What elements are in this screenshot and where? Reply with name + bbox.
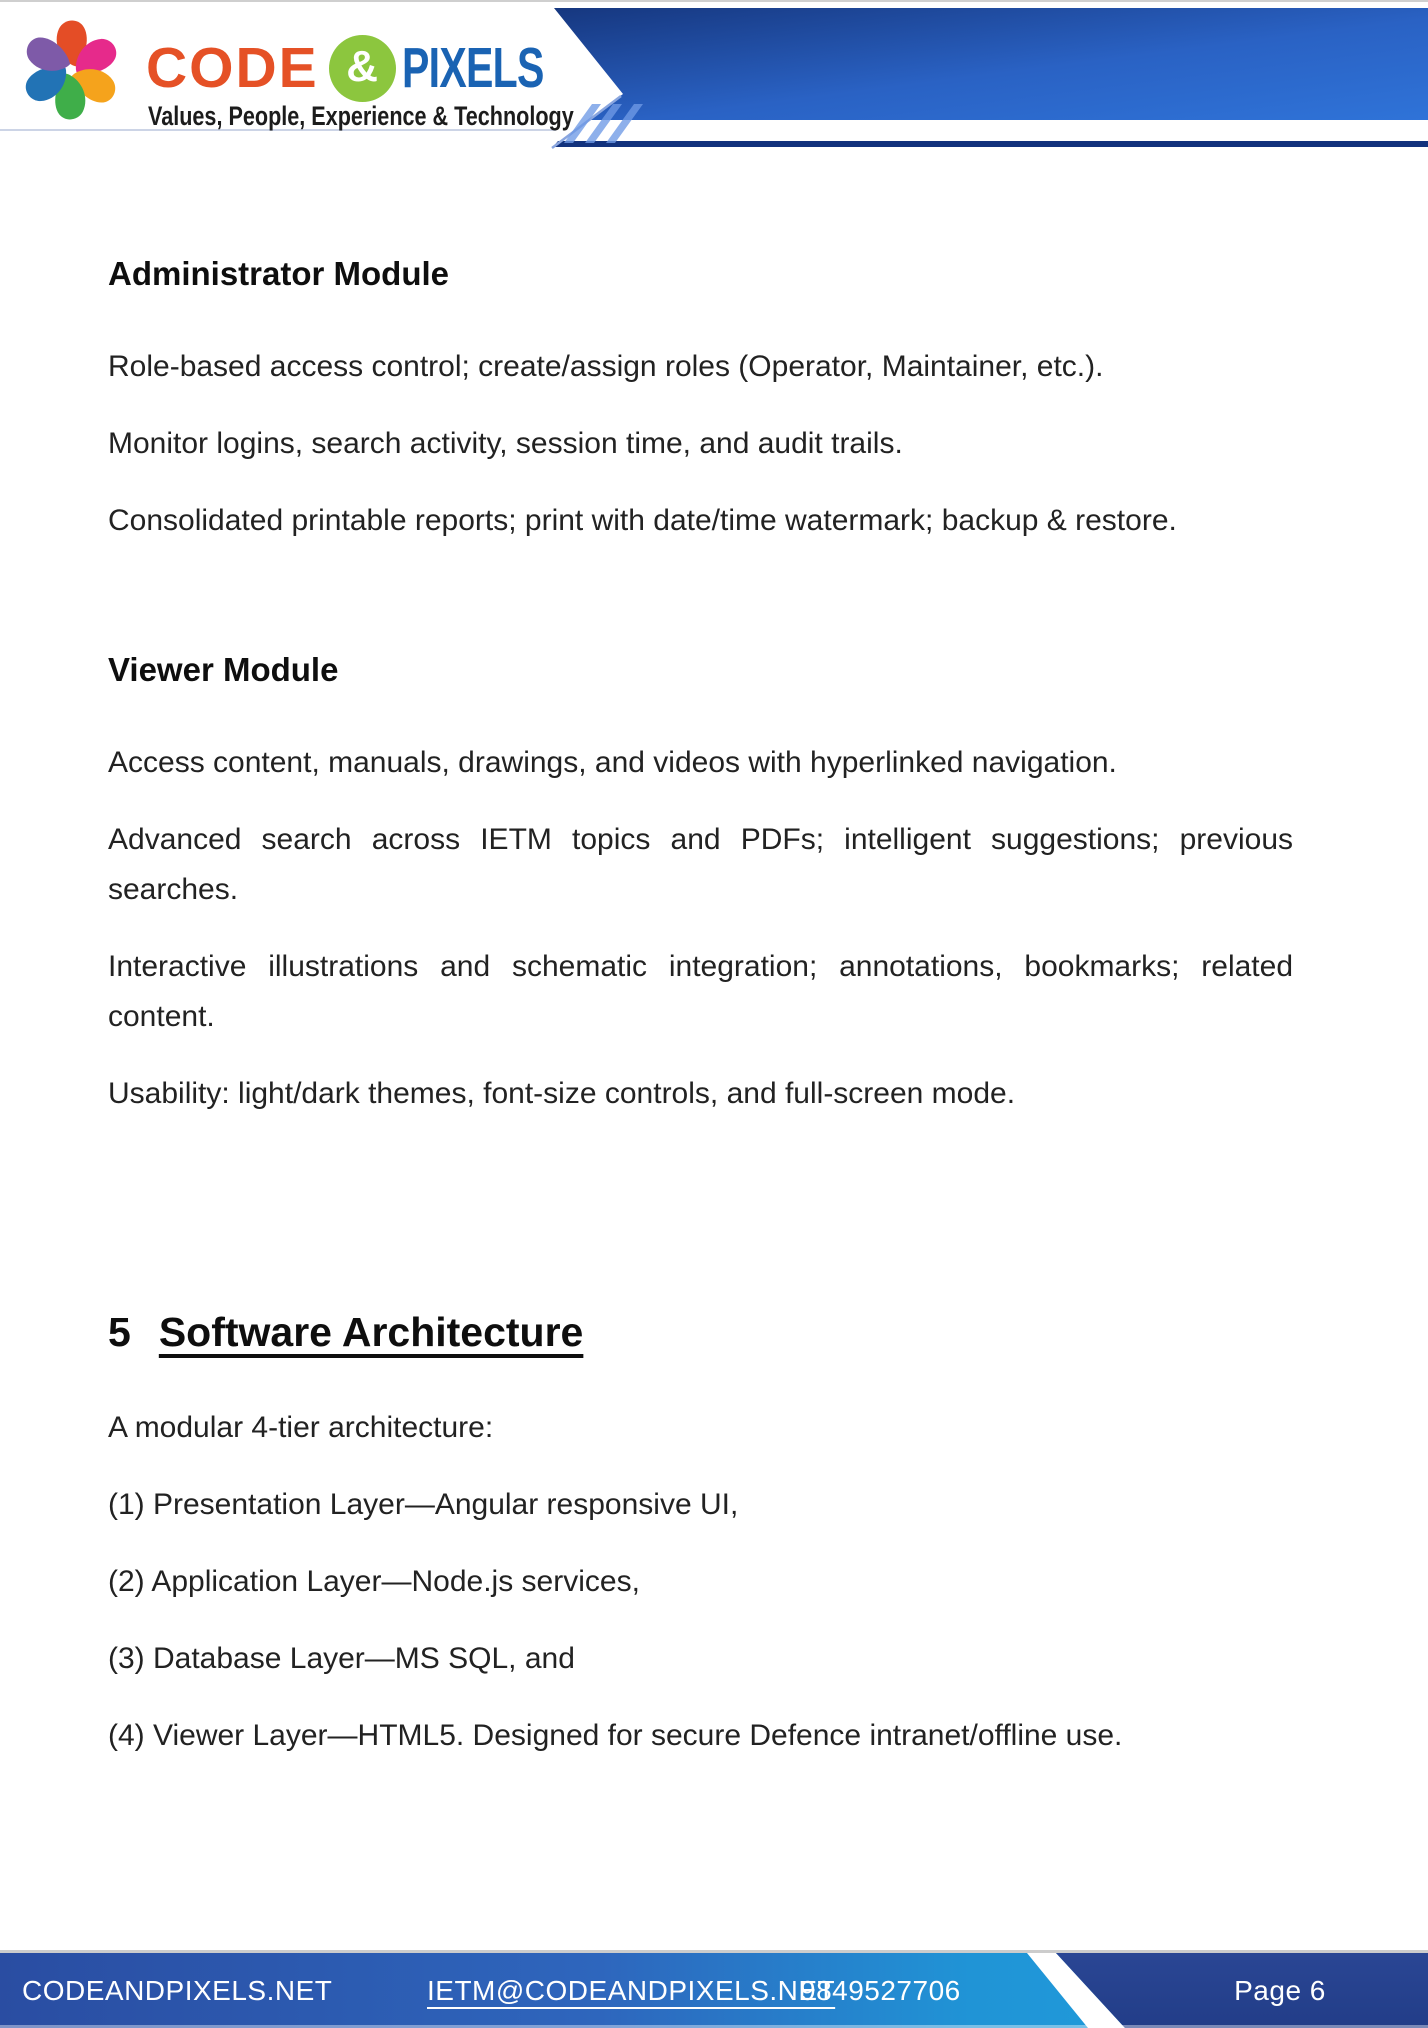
section-title: Software Architecture xyxy=(158,1309,584,1355)
paragraph-admin-2: Monitor logins, search activity, session time, and audit trails. xyxy=(108,427,903,460)
list-item-tier-4: (4) Viewer Layer—HTML5. Designed for secure Defence intranet/offline use. xyxy=(108,1719,1123,1752)
paragraph-admin-1: Role-based access control; create/assign roles (Operator, Maintainer, etc.). xyxy=(108,350,1104,383)
list-item-tier-3: (3) Database Layer—MS SQL, and xyxy=(108,1642,575,1675)
paragraph-viewer-4: Usability: light/dark themes, font-size controls, and full-screen mode. xyxy=(108,1077,1016,1110)
header-navy-line xyxy=(553,141,1428,147)
paragraph-architecture-intro: A modular 4-tier architecture: xyxy=(108,1411,494,1444)
paragraph-viewer-1: Access content, manuals, drawings, and videos with hyperlinked navigation. xyxy=(108,746,1117,779)
page-header xyxy=(0,0,1428,150)
brand-tagline: Values, People, Experience & Technology xyxy=(148,101,574,131)
header-blue-banner xyxy=(554,8,1428,120)
pinwheel-logo-icon xyxy=(16,14,126,126)
brand-word-pixels: PIXELS xyxy=(401,36,544,100)
page-footer xyxy=(0,1953,1428,2028)
heading-viewer-module: Viewer Module xyxy=(108,651,339,688)
ampersand-badge xyxy=(329,35,396,102)
top-edge-line xyxy=(0,0,1428,2)
list-item-tier-2: (2) Application Layer—Node.js services, xyxy=(108,1565,640,1598)
paragraph-viewer-2: Advanced search across IETM topics and PDFs; intelligent suggestions; previous searches. xyxy=(108,823,1293,906)
heading-software-architecture xyxy=(108,1305,1293,1359)
section-number: 5 xyxy=(108,1309,131,1355)
footer-website: CODEANDPIXELS.NET xyxy=(22,1974,333,2006)
brand-lockup xyxy=(146,30,598,106)
footer-phone: 9849527706 xyxy=(800,1974,961,2006)
heading-administrator-module: Administrator Module xyxy=(108,255,450,292)
paragraph-viewer-3: Interactive illustrations and schematic integration; annotations, bookmarks; related content. xyxy=(108,950,1293,1033)
list-item-tier-1: (1) Presentation Layer—Angular responsive UI, xyxy=(108,1488,739,1521)
footer-page-number: Page 6 xyxy=(1234,1974,1326,2006)
footer-email-link[interactable]: IETM@CODEANDPIXELS.NET xyxy=(427,1974,836,2006)
brand-word-code: CODE xyxy=(146,36,319,100)
document-body xyxy=(0,254,1428,1761)
paragraph-admin-3: Consolidated printable reports; print with date/time watermark; backup & restore. xyxy=(108,504,1177,537)
ampersand-glyph: & xyxy=(346,42,379,91)
